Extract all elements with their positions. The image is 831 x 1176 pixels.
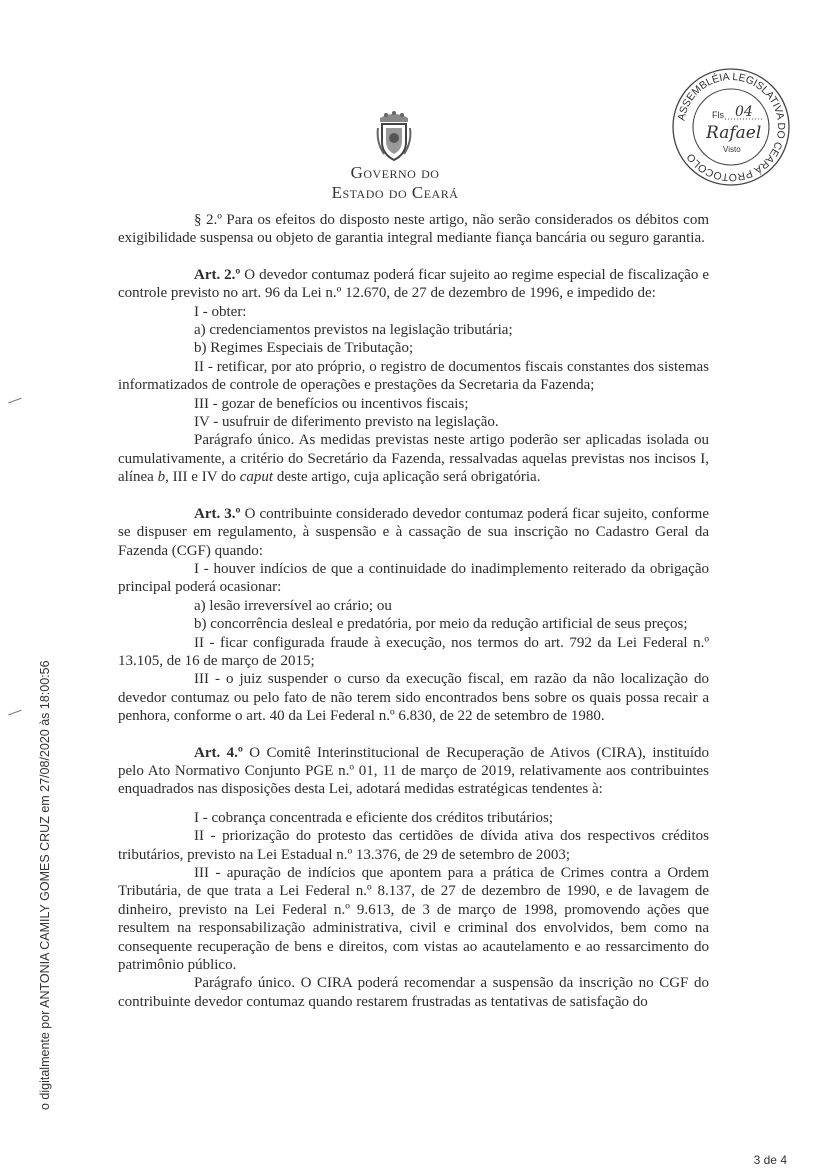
document-body xyxy=(118,211,709,1011)
article-2 xyxy=(118,266,709,303)
article-3-item-b: b) concorrência desleal e predatória, por meio da redução artificial de seus preços; xyxy=(194,616,688,633)
article-4-text: O Comitê Interinstitucional de Recuperação de Ativos (CIRA), instituído pelo Ato Normativo Conjunto PGE n.º 01, 11 de março de 2019, relativamente aos contribuintes enquadrados nas disposições desta Lei, adotará medidas estratégicas tendentes à: xyxy=(118,744,709,798)
article-3 xyxy=(118,505,709,560)
stamp-signature: Rafael xyxy=(706,123,762,143)
art2-pu-part3: deste artigo, cuja aplicação será obrigatória. xyxy=(273,469,541,486)
government-title xyxy=(300,163,490,203)
article-4 xyxy=(118,744,709,799)
article-3-label: Art. 3.º xyxy=(194,505,241,522)
article-3-item-ii: II - ficar configurada fraude à execução, nos termos do art. 792 da Lei Federal n.º 13.105, de 16 de março de 2015; xyxy=(118,634,709,669)
article-2-item-a: a) credenciamentos previstos na legislação tributária; xyxy=(194,322,513,339)
article-3-item-i: I - houver indícios de que a continuidade do inadimplemento reiterado da obrigação principal poderá ocasionar: xyxy=(118,560,709,596)
article-2-item-b: b) Regimes Especiais de Tributação; xyxy=(194,340,414,357)
article-2-item-i: I - obter: xyxy=(194,303,247,320)
government-title-line2: Estado do Ceará xyxy=(331,183,459,202)
article-3-item-iii: III - o juiz suspender o curso da execução fiscal, em razão da não localização do devedor contumaz ou pelo fato de não terem sido encontrados bens sobre os quais possa recair a penhora, conforme o art. 40 da Lei Federal n.º 6.830, de 22 de setembro de 1980. xyxy=(118,671,709,725)
article-4-sole-paragraph: Parágrafo único. O CIRA poderá recomendar a suspensão da inscrição no CGF do contribuinte devedor contumaz quando restarem frustradas as tentativas de satisfação do xyxy=(118,975,709,1010)
protocol-stamp xyxy=(670,66,792,188)
paragraph-2: § 2.º Para os efeitos do disposto neste artigo, não serão considerados os débitos com exigibilidade suspensa ou objeto de garantia integral mediante fiança bancária ou seguro garantia. xyxy=(118,212,709,247)
stamp-fls-label: Fls xyxy=(712,110,724,120)
margin-mark xyxy=(8,398,21,404)
article-4-item-ii: II - priorização do protesto das certidões de dívida ativa dos respectivos créditos tributários, previsto na Lei Estadual n.º 13.376, de 29 de setembro de 2003; xyxy=(118,828,709,863)
art2-pu-part2: , III e IV do xyxy=(165,469,240,486)
stamp-visto-label: Visto xyxy=(723,145,741,154)
digital-signature-note: o digitalmente por ANTONIA CAMILY GOMES CRUZ em 27/08/2020 às 18:00:56 xyxy=(38,660,52,1110)
stamp-fls-value: 04 xyxy=(735,104,753,120)
stamp-ring-text: ASSEMBLÉIA LEGISLATIVA DO CEARÁ PROTOCOLO xyxy=(675,70,788,184)
article-3-item-a: a) lesão irreversível ao crário; ou xyxy=(194,597,392,614)
state-coat-of-arms-icon xyxy=(374,108,414,162)
article-2-item-iii: III - gozar de benefícios ou incentivos fiscais; xyxy=(194,395,469,412)
art2-pu-part1: Parágrafo único. As medidas previstas neste artigo poderão ser aplicadas isolada ou cumulativamente, a critério do Secretário da Fazenda, ressalvadas aquelas previstas nos incisos I, alínea xyxy=(118,432,709,486)
article-4-item-i: I - cobrança concentrada e eficiente dos créditos tributários; xyxy=(194,809,553,826)
article-2-sole-paragraph xyxy=(118,431,709,486)
article-2-item-ii: II - retificar, por ato próprio, o registro de documentos fiscais constantes dos sistemas informatizados de controle de operações e prestações da Secretaria da Fazenda; xyxy=(118,358,709,394)
page-number: 3 de 4 xyxy=(753,1153,787,1167)
article-2-label: Art. 2.º xyxy=(194,266,241,283)
article-2-text: O devedor contumaz poderá ficar sujeito ao regime especial de fiscalização e controle previsto no art. 96 da Lei n.º 12.670, de 27 de dezembro de 1996, e impedido de: xyxy=(118,266,710,302)
article-4-label: Art. 4.º xyxy=(194,744,243,761)
art2-pu-caput: caput xyxy=(239,469,274,486)
margin-mark xyxy=(8,710,21,716)
article-2-item-iv: IV - usufruir de diferimento previsto na legislação. xyxy=(194,414,499,431)
art2-pu-b: b xyxy=(157,469,166,486)
article-3-text: O contribuinte considerado devedor contumaz poderá ficar sujeito, conforme se dispuser em regulamento, à suspensão e à cassação de sua inscrição no Cadastro Geral da Fazenda (CGF) quando: xyxy=(118,505,710,559)
article-4-item-iii: III - apuração de indícios que apontem para a prática de Crimes contra a Ordem Tributária, de que trata a Lei Federal n.º 8.137, de 27 de dezembro de 1990, e de lavagem de dinheiro, previsto na Lei Federal n.º 9.613, de 3 de março de 1998, promovendo ações que resultem na responsabilização administrativa, civil e criminal dos envolvidos, bem como na consequente recuperação de bens e direitos, com vistas ao acautelamento e ao ressarcimento do patrimônio público. xyxy=(118,865,709,974)
government-title-line1: Governo do xyxy=(350,163,440,182)
